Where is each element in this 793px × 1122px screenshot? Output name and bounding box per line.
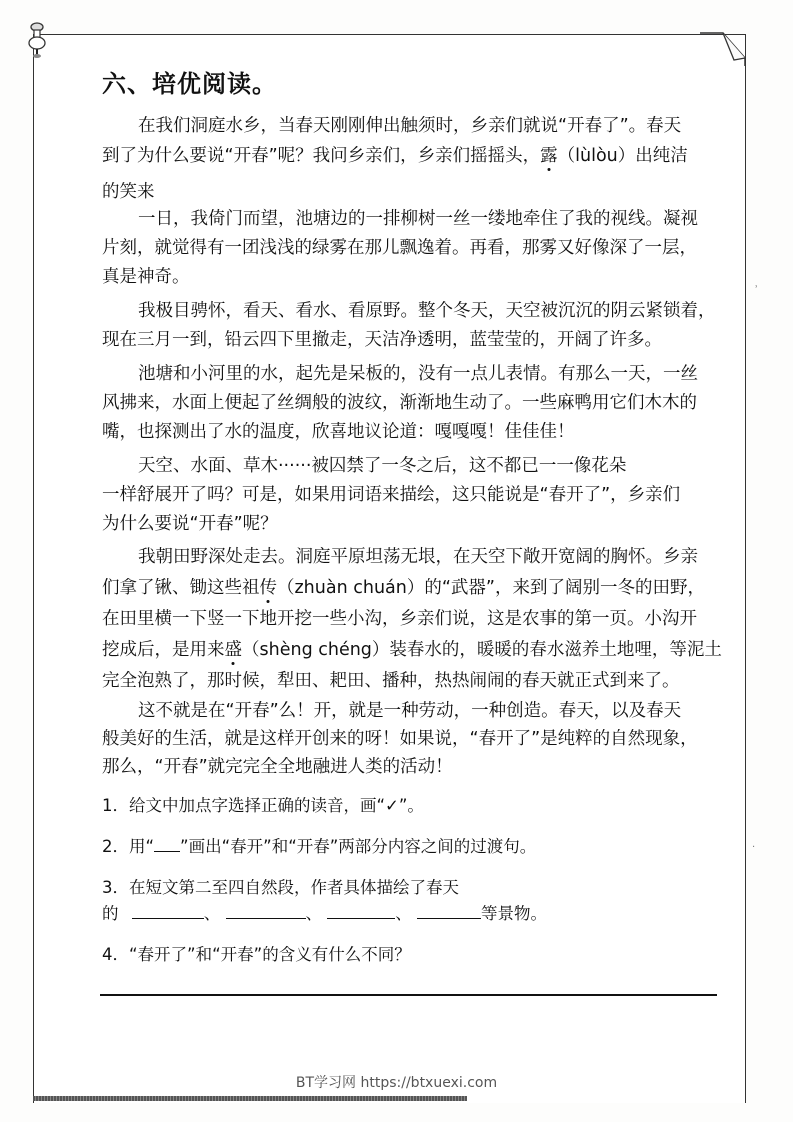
question-3: 3．在短文第二至四自然段，作者具体描绘了春天 [102,878,459,897]
dotted-char: 露 [540,146,558,166]
folded-corner-icon [700,26,750,66]
answer-blank-1[interactable] [132,902,204,919]
question-4: 4．“春开了”和“开春”的含义有什么不同？ [102,945,411,964]
footer-watermark: BT学习网 https://btxuexi.com [295,1075,498,1091]
paragraph-4: 池塘和小河里的水，起先是呆板的，没有一点儿表情。有那么一天，一丝 风拂来，水面上便起了丝绸般的波纹，渐渐地生动了。一些麻鸭用它们木木的 嘴，也探测出了水的温度，欣喜地议论道：嘎嘎嘎！佳佳佳！ [102,364,698,442]
paragraph-1: 在我们洞庭水乡，当春天刚刚伸出触须时，乡亲们就说“开春了”。春天 到了为什么要说“开春”呢？我问乡亲们，乡亲们摇摇头，露（lùlòu）出纯洁 的笑来 [102,116,688,202]
question-3-blanks: 的 、 、 、 等景物。 [102,904,547,923]
paragraph-3: 我极目骋怀，看天、看水、看原野。整个冬天，天空被沉沉的阴云紧锁着， 现在三月一到，铅云四下里撤走，天洁净透明，蓝莹莹的，开阔了许多。 [102,301,716,350]
paragraph-6: 我朝田野深处走去。洞庭平原坦荡无垠，在天空下敞开宽阔的胸怀。乡亲 们拿了锹、锄这些祖传（zhuàn chuán）的“武器”，来到了阔别一冬的田野， 在田里横一下竖一下地开挖一些小沟，乡亲们说，这是农事的第一页。小沟开 挖成后，是用来盛（shèng chéng）装春水的，暖暖的春水滋养土地哩，等泥土 完全泡熟了，那时候，犁田、耙田、播种，热热闹闹的春天就正式到来了。 [102,547,722,691]
pushpin-icon [26,22,48,62]
dotted-char: 盛 [224,640,242,660]
question-2: 2．用“ ”画出“春开”和“开春”两部分内容之间的过渡句。 [102,837,537,856]
dotted-char: 传 [259,578,277,598]
scan-speck: ˒ [755,282,759,293]
section-title: 六、培优阅读。 [102,70,277,98]
paragraph-7: 这不就是在“开春”么！开，就是一种劳动，一种创造。春天，以及春天 般美好的生活，就是这样开创来的呀！如果说，“春开了”是纯粹的自然现象， 那么，“开春”就完完全全地融进人类的活动！ [102,701,698,777]
page-bottom-edge [33,1096,467,1101]
answer-blank-4[interactable] [417,902,481,919]
paragraph-2: 一日，我倚门而望，池塘边的一排柳树一丝一缕地牵住了我的视线。凝视 片刻，就觉得有一团浅浅的绿雾在那儿飘逸着。再看，那雾又好像深了一层， 真是神奇。 [102,209,698,287]
answer-blank-2[interactable] [226,902,306,919]
answer-line[interactable] [100,994,717,996]
paragraph-5: 天空、水面、草木······被囚禁了一冬之后，这不都已一一像花朵 一样舒展开了吗？可是，如果用词语来描绘，这只能说是“春开了”，乡亲们 为什么要说“开春”呢？ [102,456,681,534]
scan-speck: · [752,842,756,853]
underline-sample [154,835,180,852]
answer-blank-3[interactable] [327,902,395,919]
question-1: 1．给文中加点字选择正确的读音，画“✓”。 [102,796,424,815]
